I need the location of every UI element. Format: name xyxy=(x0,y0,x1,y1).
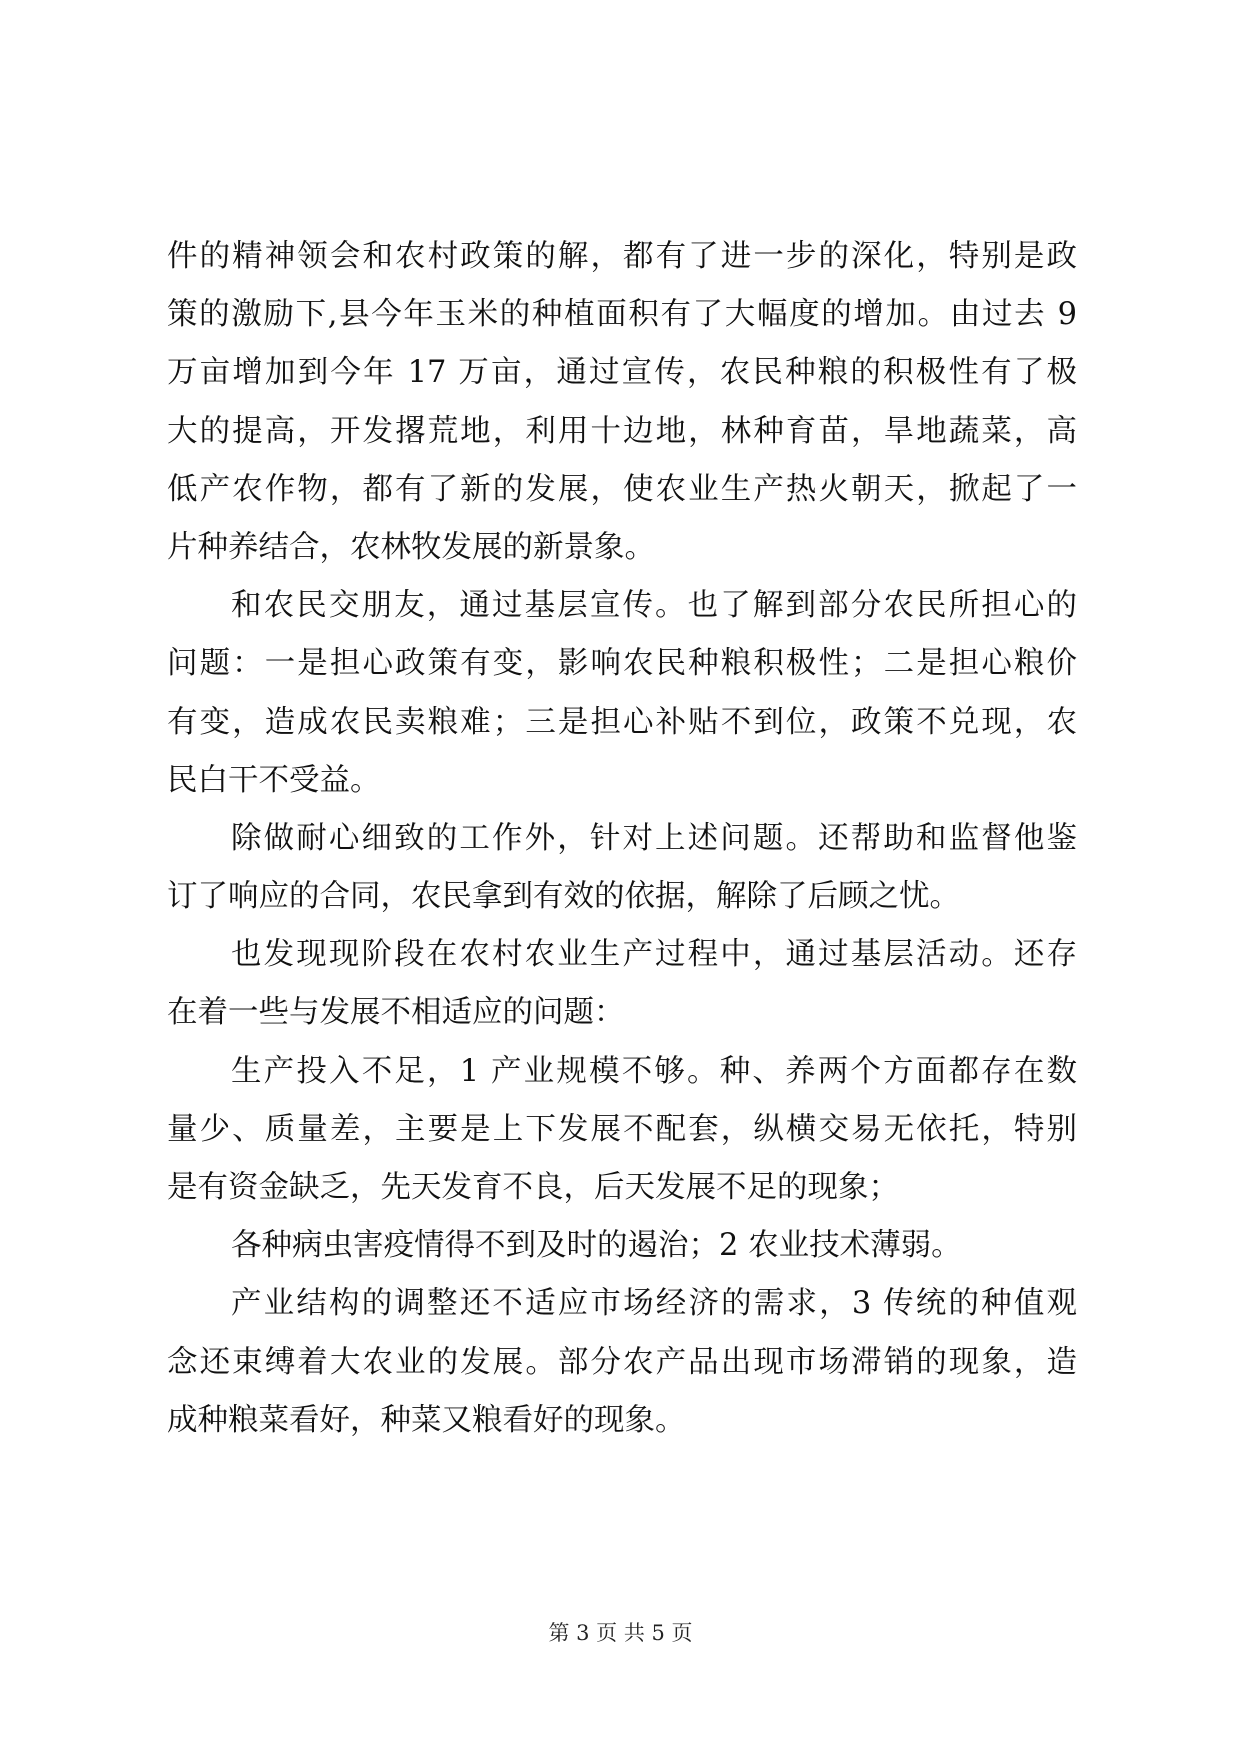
text-line: 万亩增加到今年 17 万亩，通过宣传，农民种粮的积极性有了极 xyxy=(167,355,1077,391)
text-line: 订了响应的合同，农民拿到有效的依据，解除了后顾之忧。 xyxy=(167,879,960,915)
text-line: 在着一些与发展不相适应的问题： xyxy=(167,995,625,1031)
text-line: 件的精神领会和农村政策的解，都有了进一步的深化，特别是政 xyxy=(167,239,1077,274)
text-line: 念还束缚着大农业的发展。部分农产品出现市场滞销的现象，造 xyxy=(167,1344,1077,1380)
text-line: 低产农作物，都有了新的发展，使农业生产热火朝天，掀起了一 xyxy=(167,471,1077,507)
page-number-footer: 第 3 页 共 5 页 xyxy=(548,1621,693,1645)
paragraph-start-line: 生产投入不足，1 产业规模不够。种、养两个方面都存在数 xyxy=(231,1053,1077,1089)
text-line: 量少、质量差，主要是上下发展不配套，纵横交易无依托，特别 xyxy=(167,1111,1077,1147)
text-line: 片种养结合，农林牧发展的新景象。 xyxy=(167,529,655,565)
text-line: 大的提高，开发撂荒地，利用十边地，林种育苗，旱地蔬菜，高 xyxy=(167,413,1077,449)
text-line: 有变，造成农民卖粮难；三是担心补贴不到位，政策不兑现，农 xyxy=(167,704,1077,740)
paragraph-start-line: 除做耐心细致的工作外，针对上述问题。还帮助和监督他鉴 xyxy=(231,820,1077,856)
paragraph-start-line: 和农民交朋友，通过基层宣传。也了解到部分农民所担心的 xyxy=(231,588,1077,624)
body-text xyxy=(167,228,1077,1450)
text-line: 是有资金缺乏，先天发育不良，后天发展不足的现象； xyxy=(167,1170,899,1205)
paragraph-start-line: 各种病虫害疫情得不到及时的遏治；2 农业技术薄弱。 xyxy=(231,1228,962,1264)
text-line: 问题：一是担心政策有变，影响农民种粮积极性；二是担心粮价 xyxy=(167,646,1077,682)
text-line: 策的激励下,县今年玉米的种植面积有了大幅度的增加。由过去 9 xyxy=(167,297,1077,333)
text-line: 民白干不受益。 xyxy=(167,762,381,798)
paragraph-start-line: 产业结构的调整还不适应市场经济的需求，3 传统的种值观 xyxy=(231,1286,1077,1322)
text-line: 成种粮菜看好，种菜又粮看好的现象。 xyxy=(167,1402,686,1438)
paragraph-start-line: 也发现现阶段在农村农业生产过程中，通过基层活动。还存 xyxy=(231,937,1077,973)
